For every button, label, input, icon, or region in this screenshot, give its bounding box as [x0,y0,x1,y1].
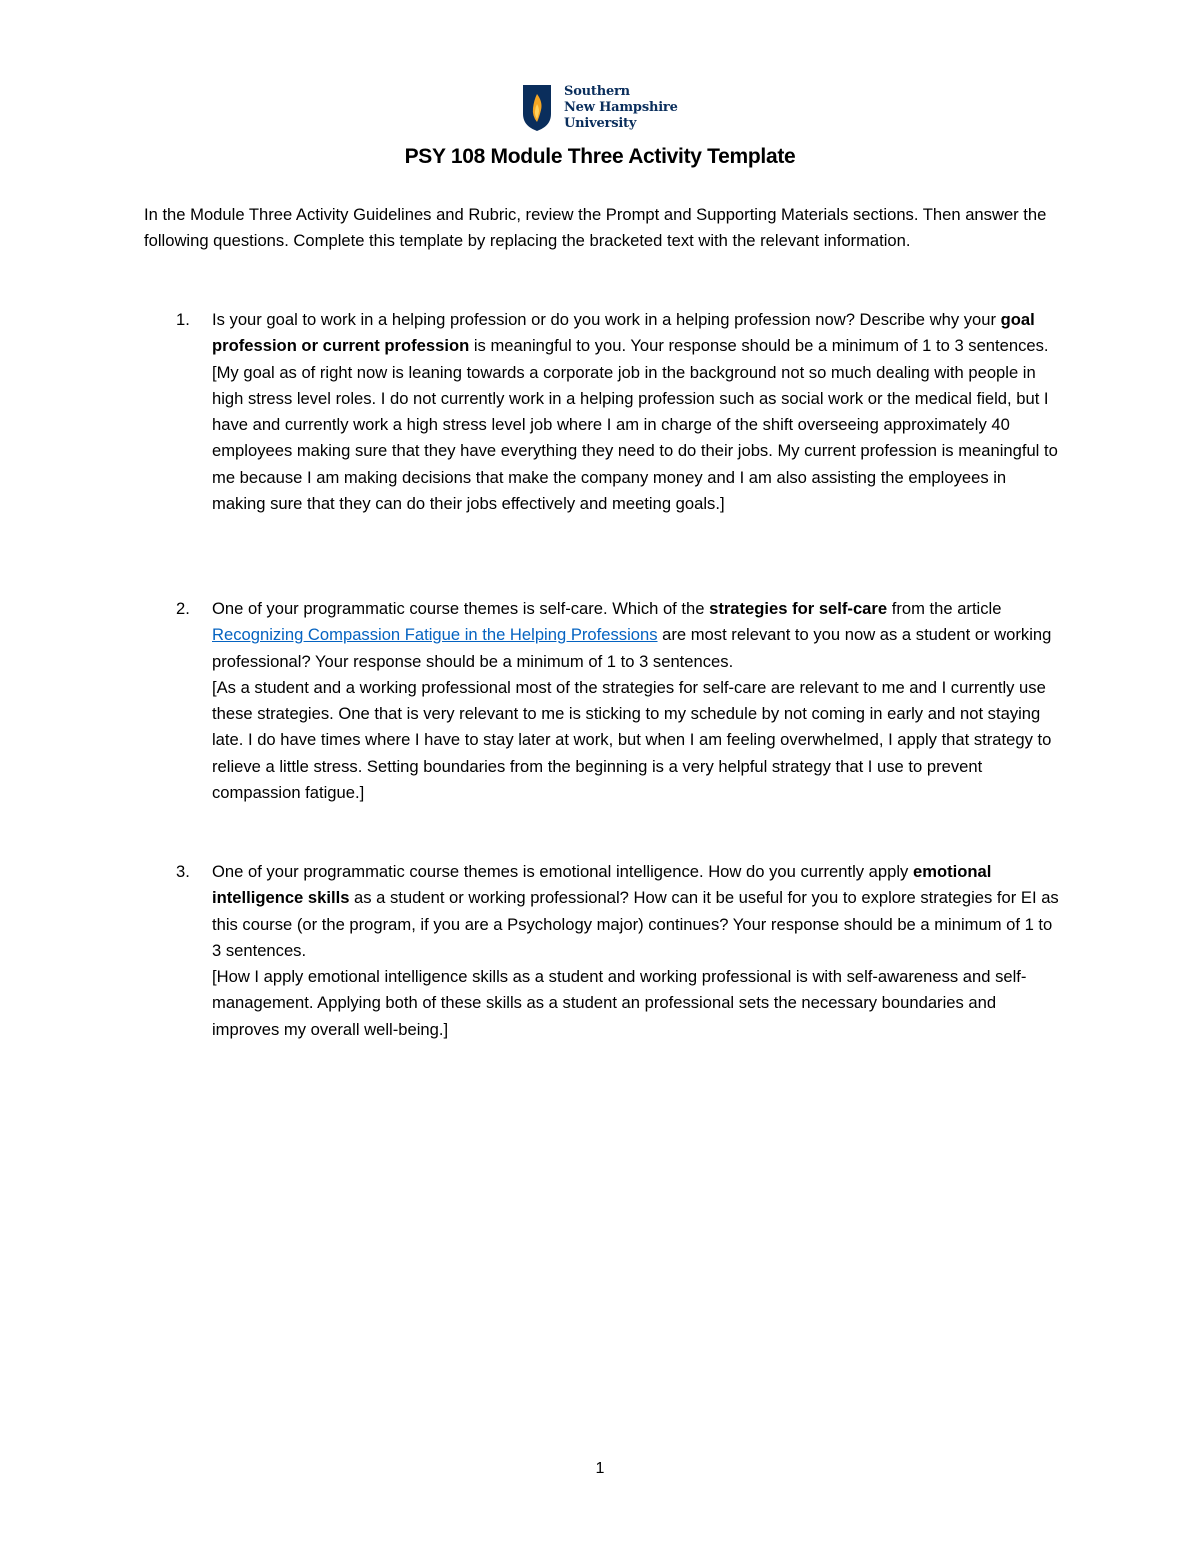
question-3 [144,859,1064,1043]
answer-text: [My goal as of right now is leaning towards a corporate job in the background not so much dealing with people in high stress level roles. I do not currently work in a helping profession such as social work or the medical field, but I have and currently work a high stress level job where I am in charge of the shift overseeing approximately 40 employees making sure that they have everything they need to do their jobs. My current profession is meaningful to me because I am making decisions that make the company money and I am also assisting the employees in making sure that they can do their jobs effectively and meeting goals.] [212,362,1058,514]
university-logo [522,84,678,132]
question-prompt: One of your programmatic course themes is self-care. Which of the strategies for self-care from the article Recognizing Compassion Fatigue in the Helping Professions are most relevant to you now as a student or working professional? Your response should be a minimum of 1 to 3 sentences. [212,599,1052,671]
answer-text: [As a student and a working professional most of the strategies for self-care are relevant to me and I currently use these strategies. One that is very relevant to me is sticking to my schedule by not coming in early and not staying late. I do have times where I have to stay later at work, but when I am feeling overwhelmed, I apply that strategy to relieve a little stress. Setting boundaries from the beginning is a very helpful strategy that I use to prevent compassion fatigue.] [212,677,1052,803]
prompt-emphasis: strategies for self-care [709,599,888,618]
logo-line-3: University [564,116,637,131]
question-prompt: Is your goal to work in a helping profession or do you work in a helping profession now? Describe why your goal profession or current profession is meaningful to you. Your response should be a minimum of 1 to 3 sentences. [212,310,1049,356]
logo-line-1: Southern [564,84,630,99]
answer-text: [How I apply emotional intelligence skills as a student and working professional is with self-awareness and self-management. Applying both of these skills as a student an professional sets the necessary boundaries and improves my overall well-being.] [212,967,1027,1039]
question-2 [144,596,1064,806]
prompt-emphasis: goal profession or current profession [212,310,1035,356]
prompt-emphasis: emotional intelligence skills [212,862,992,908]
logo-line-2: New Hampshire [564,100,678,115]
question-number: 2. [176,599,190,618]
question-number: 3. [176,862,190,881]
intro-paragraph: In the Module Three Activity Guidelines and Rubric, review the Prompt and Supporting Materials sections. Then answer the following questions. Complete this template by replacing the bracketed text with the relevant information. [144,205,1047,251]
question-1 [144,307,1064,517]
shield-flame-icon [522,84,552,132]
document-title: PSY 108 Module Three Activity Template [404,145,796,168]
question-prompt: One of your programmatic course themes is emotional intelligence. How do you currently apply emotional intelligence skills as a student or working professional? How can it be useful for you to explore strategies for EI as this course (or the program, if you are a Psychology major) continues? Your response should be a minimum of 1 to 3 sentences. [212,862,1059,960]
article-link[interactable]: Recognizing Compassion Fatigue in the Helping Professions [212,625,658,645]
logo-wordmark [564,84,678,132]
page-number: 1 [595,1460,605,1477]
question-number: 1. [176,310,190,329]
